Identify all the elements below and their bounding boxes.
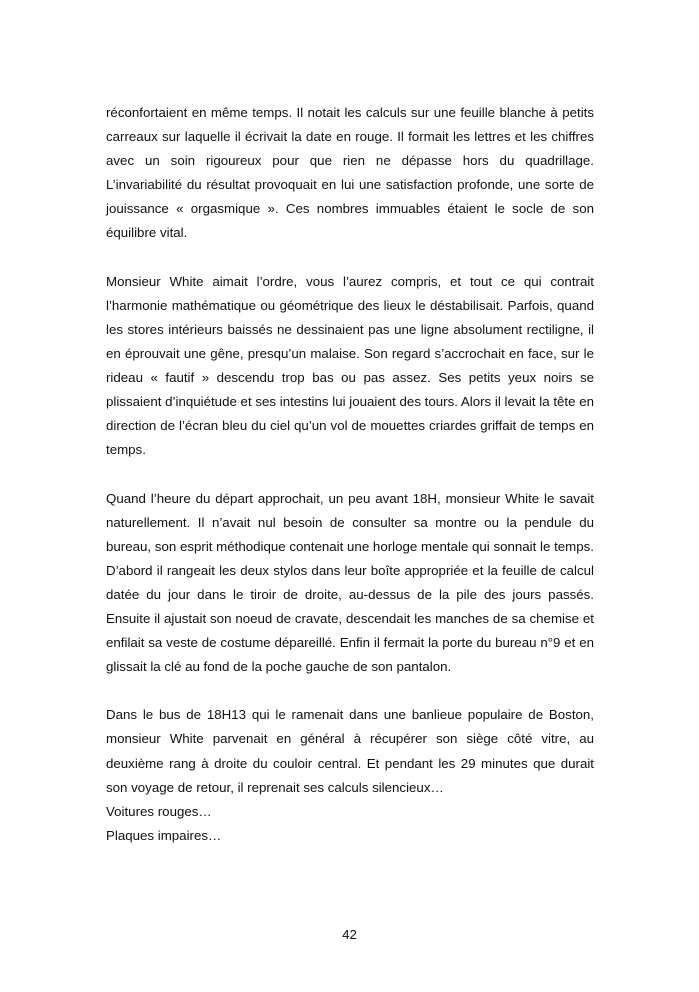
- paragraph-spacer: [106, 246, 594, 270]
- paragraph-spacer: [106, 462, 594, 486]
- short-line-2: Plaques impaires…: [106, 827, 222, 843]
- page-number: 42: [342, 927, 357, 942]
- page-body: [106, 101, 594, 848]
- paragraph-2: Monsieur White aimait l’ordre, vous l’aurez compris, et tout ce qui contrait l’harmonie mathématique ou géométrique des lieux le déstabilisait. Parfois, quand les stores intérieurs baissés ne dessinaient pas une ligne absolument rectiligne, il en éprouvait une gêne, presqu’un malaise. Son regard s’accrochait en face, sur le rideau « fautif » descendu trop bas ou pas assez. Ses petits yeux noirs se plissaient d’inquiétude et ses intestins lui jouaient des tours. Alors il levait la tête en direction de l’écran bleu du ciel qu’un vol de mouettes criardes griffait de temps en temps.: [106, 273, 594, 458]
- paragraph-4: Dans le bus de 18H13 qui le ramenait dans une banlieue populaire de Boston, monsieur White parvenait en général à récupérer son siège côté vitre, au deuxième rang à droite du couloir central. Et pendant les 29 minutes que durait son voyage de retour, il reprenait ses calculs silencieux…: [106, 707, 594, 795]
- paragraph-spacer: [106, 679, 594, 703]
- short-line-1: Voitures rouges…: [106, 803, 212, 819]
- paragraph-3: Quand l’heure du départ approchait, un peu avant 18H, monsieur White le savait naturellement. Il n’avait nul besoin de consulter sa montre ou la pendule du bureau, son esprit méthodique contenait une horloge mentale qui sonnait le temps. D’abord il rangeait les deux stylos dans leur boîte appropriée et la feuille de calcul datée du jour dans le tiroir de droite, au-dessus de la pile des jours passés. Ensuite il ajustait son noeud de cravate, descendait les manches de sa chemise et enfilait sa veste de costume dépareillé. Enfin il fermait la porte du bureau n°9 et en glissait la clé au fond de la poche gauche de son pantalon.: [106, 490, 594, 675]
- paragraph-1: réconfortaient en même temps. Il notait les calculs sur une feuille blanche à petits carreaux sur laquelle il écrivait la date en rouge. Il formait les lettres et les chiffres avec un soin rigoureux pour que rien ne dépasse hors du quadrillage. L’invariabilité du résultat provoquait en lui une satisfaction profonde, une sorte de jouissance « orgasmique ». Ces nombres immuables étaient le socle de son équilibre vital.: [106, 105, 594, 241]
